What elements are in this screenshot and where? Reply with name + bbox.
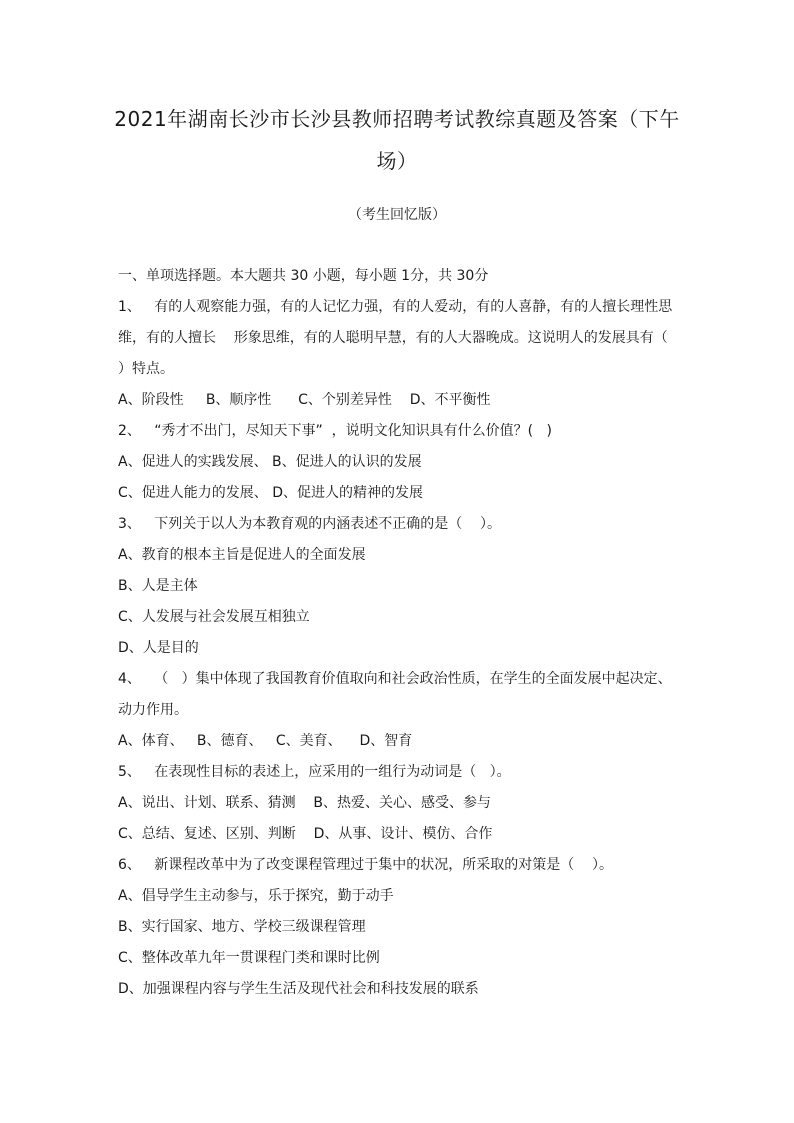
question-5-text: 5、 在表现性目标的表述上，应采用的一组行为动词是（ ）。 [118,764,511,780]
question-3-text: 3、 下列关于以人为本教育观的内涵表述不正确的是（ ）。 [118,516,502,532]
question-1-text: 1、 有的人观察能力强，有的人记忆力强，有的人爱动，有的人喜静，有的人擅长理性思 [118,299,673,315]
question-1-options: A、阶段性 B、顺序性 C、个别差异性 D、不平衡性 [118,392,491,408]
question-4-options: A、体育、 B、德育、 C、美育、 D、智育 [118,733,413,749]
question-5-options-ab: A、说出、计划、联系、猜测 B、热爱、关心、感受、参与 [118,795,491,811]
question-2-text: 2、 “秀才不出门，尽知天下事” ，说明文化知识具有什么价值？( ) [118,423,552,439]
question-1-text-end: ）特点。 [118,361,174,377]
question-6-text: 6、 新课程改革中为了改变课程管理过于集中的状况，所采取的对策是（ ）。 [118,857,614,873]
question-2-options-cd: C、促进人能力的发展、 D、促进人的精神的发展 [118,485,424,501]
question-6-option-a: A、倡导学生主动参与，乐于探究，勤于动手 [118,888,394,904]
question-3-option-d: D、人是目的 [118,640,199,656]
question-3-option-b: B、人是主体 [118,578,198,594]
page-title: 2021年湖南长沙市长沙县教师招聘考试教综真题及答案（下午场） [114,107,680,173]
question-6-option-d: D、加强课程内容与学生生活及现代社会和科技发展的联系 [118,981,479,997]
question-5-options-cd: C、总结、复述、区别、判断 D、从事、设计、模仿、合作 [118,826,493,842]
question-4-text: 4、 （ ）集中体现了我国教育价值取向和社会政治性质，在学生的全面发展中起决定、 [118,671,672,687]
question-6-option-c: C、整体改革九年一贯课程门类和课时比例 [118,950,380,966]
question-6-option-b: B、实行国家、地方、学校三级课程管理 [118,919,366,935]
section-heading: 一、单项选择题。本大题共 30 小题，每小题 1分，共 30分 [118,268,489,284]
page-subtitle: （考生回忆版） [348,207,446,223]
question-4-text-end: 动力作用。 [118,702,188,718]
question-2-options-ab: A、促进人的实践发展、 B、促进人的认识的发展 [118,454,422,470]
question-3-option-a: A、教育的根本主旨是促进人的全面发展 [118,547,366,563]
question-1-text-cont: 维，有的人擅长 形象思维，有的人聪明早慧，有的人大器晚成。这说明人的发展具有（ [118,330,668,346]
question-3-option-c: C、人发展与社会发展互相独立 [118,609,310,625]
